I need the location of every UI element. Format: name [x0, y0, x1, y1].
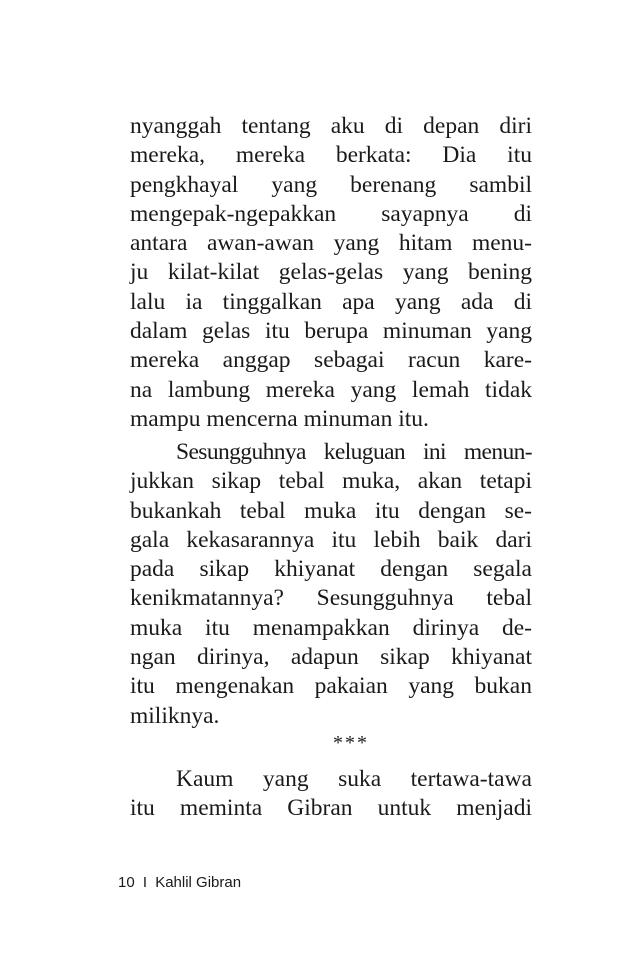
text-line: lalu ia tinggalkan apa yang ada di: [130, 288, 532, 315]
text-line: muka itu menampakkan dirinya de-: [130, 614, 532, 641]
text-line: mengepak-ngepakkan sayapnya di: [130, 200, 532, 227]
text-line: antara awan-awan yang hitam menu-: [130, 230, 532, 257]
text-line: kenikmatannya? Sesungguhnya tebal: [130, 585, 532, 612]
text-line: pengkhayal yang berenang sambil: [130, 171, 532, 198]
footer-divider: I: [142, 874, 148, 891]
text-line: na lambung mereka yang lemah tidak: [130, 376, 532, 403]
text-line: Sesungguhnya keluguan ini menun-: [176, 439, 532, 465]
section-separator: ***: [333, 732, 369, 754]
page-number: 10: [118, 874, 135, 891]
text-line: mereka, mereka berkata: Dia itu: [130, 142, 532, 169]
text-line: jukkan sikap tebal muka, akan tetapi: [130, 468, 532, 495]
text-line: ju kilat-kilat gelas-gelas yang bening: [130, 259, 532, 286]
paragraph-3: [130, 765, 532, 824]
text-line: bukankah tebal muka itu dengan se-: [130, 497, 532, 524]
page-footer: [118, 874, 245, 891]
text-line: dalam gelas itu berupa minuman yang: [130, 318, 532, 345]
text-line: ngan dirinya, adapun sikap khiyanat: [130, 644, 532, 671]
paragraph-1: [130, 112, 532, 434]
text-line: itu mengenakan pakaian yang bukan: [130, 673, 532, 700]
text-line: pada sikap khiyanat dengan segala: [130, 556, 532, 583]
text-line: nyanggah tentang aku di depan diri: [130, 113, 532, 139]
paragraph-2: [130, 438, 532, 731]
book-title: Kahlil Gibran: [155, 874, 242, 891]
text-line: Kaum yang suka tertawa-tawa: [176, 766, 532, 792]
text-line: miliknya.: [130, 702, 220, 729]
text-line: mereka anggap sebagai racun kare-: [130, 347, 532, 374]
text-line: itu meminta Gibran untuk menjadi: [130, 795, 532, 822]
text-line: mampu mencerna minuman itu.: [130, 405, 429, 432]
text-line: gala kekasarannya itu lebih baik dari: [130, 526, 532, 553]
